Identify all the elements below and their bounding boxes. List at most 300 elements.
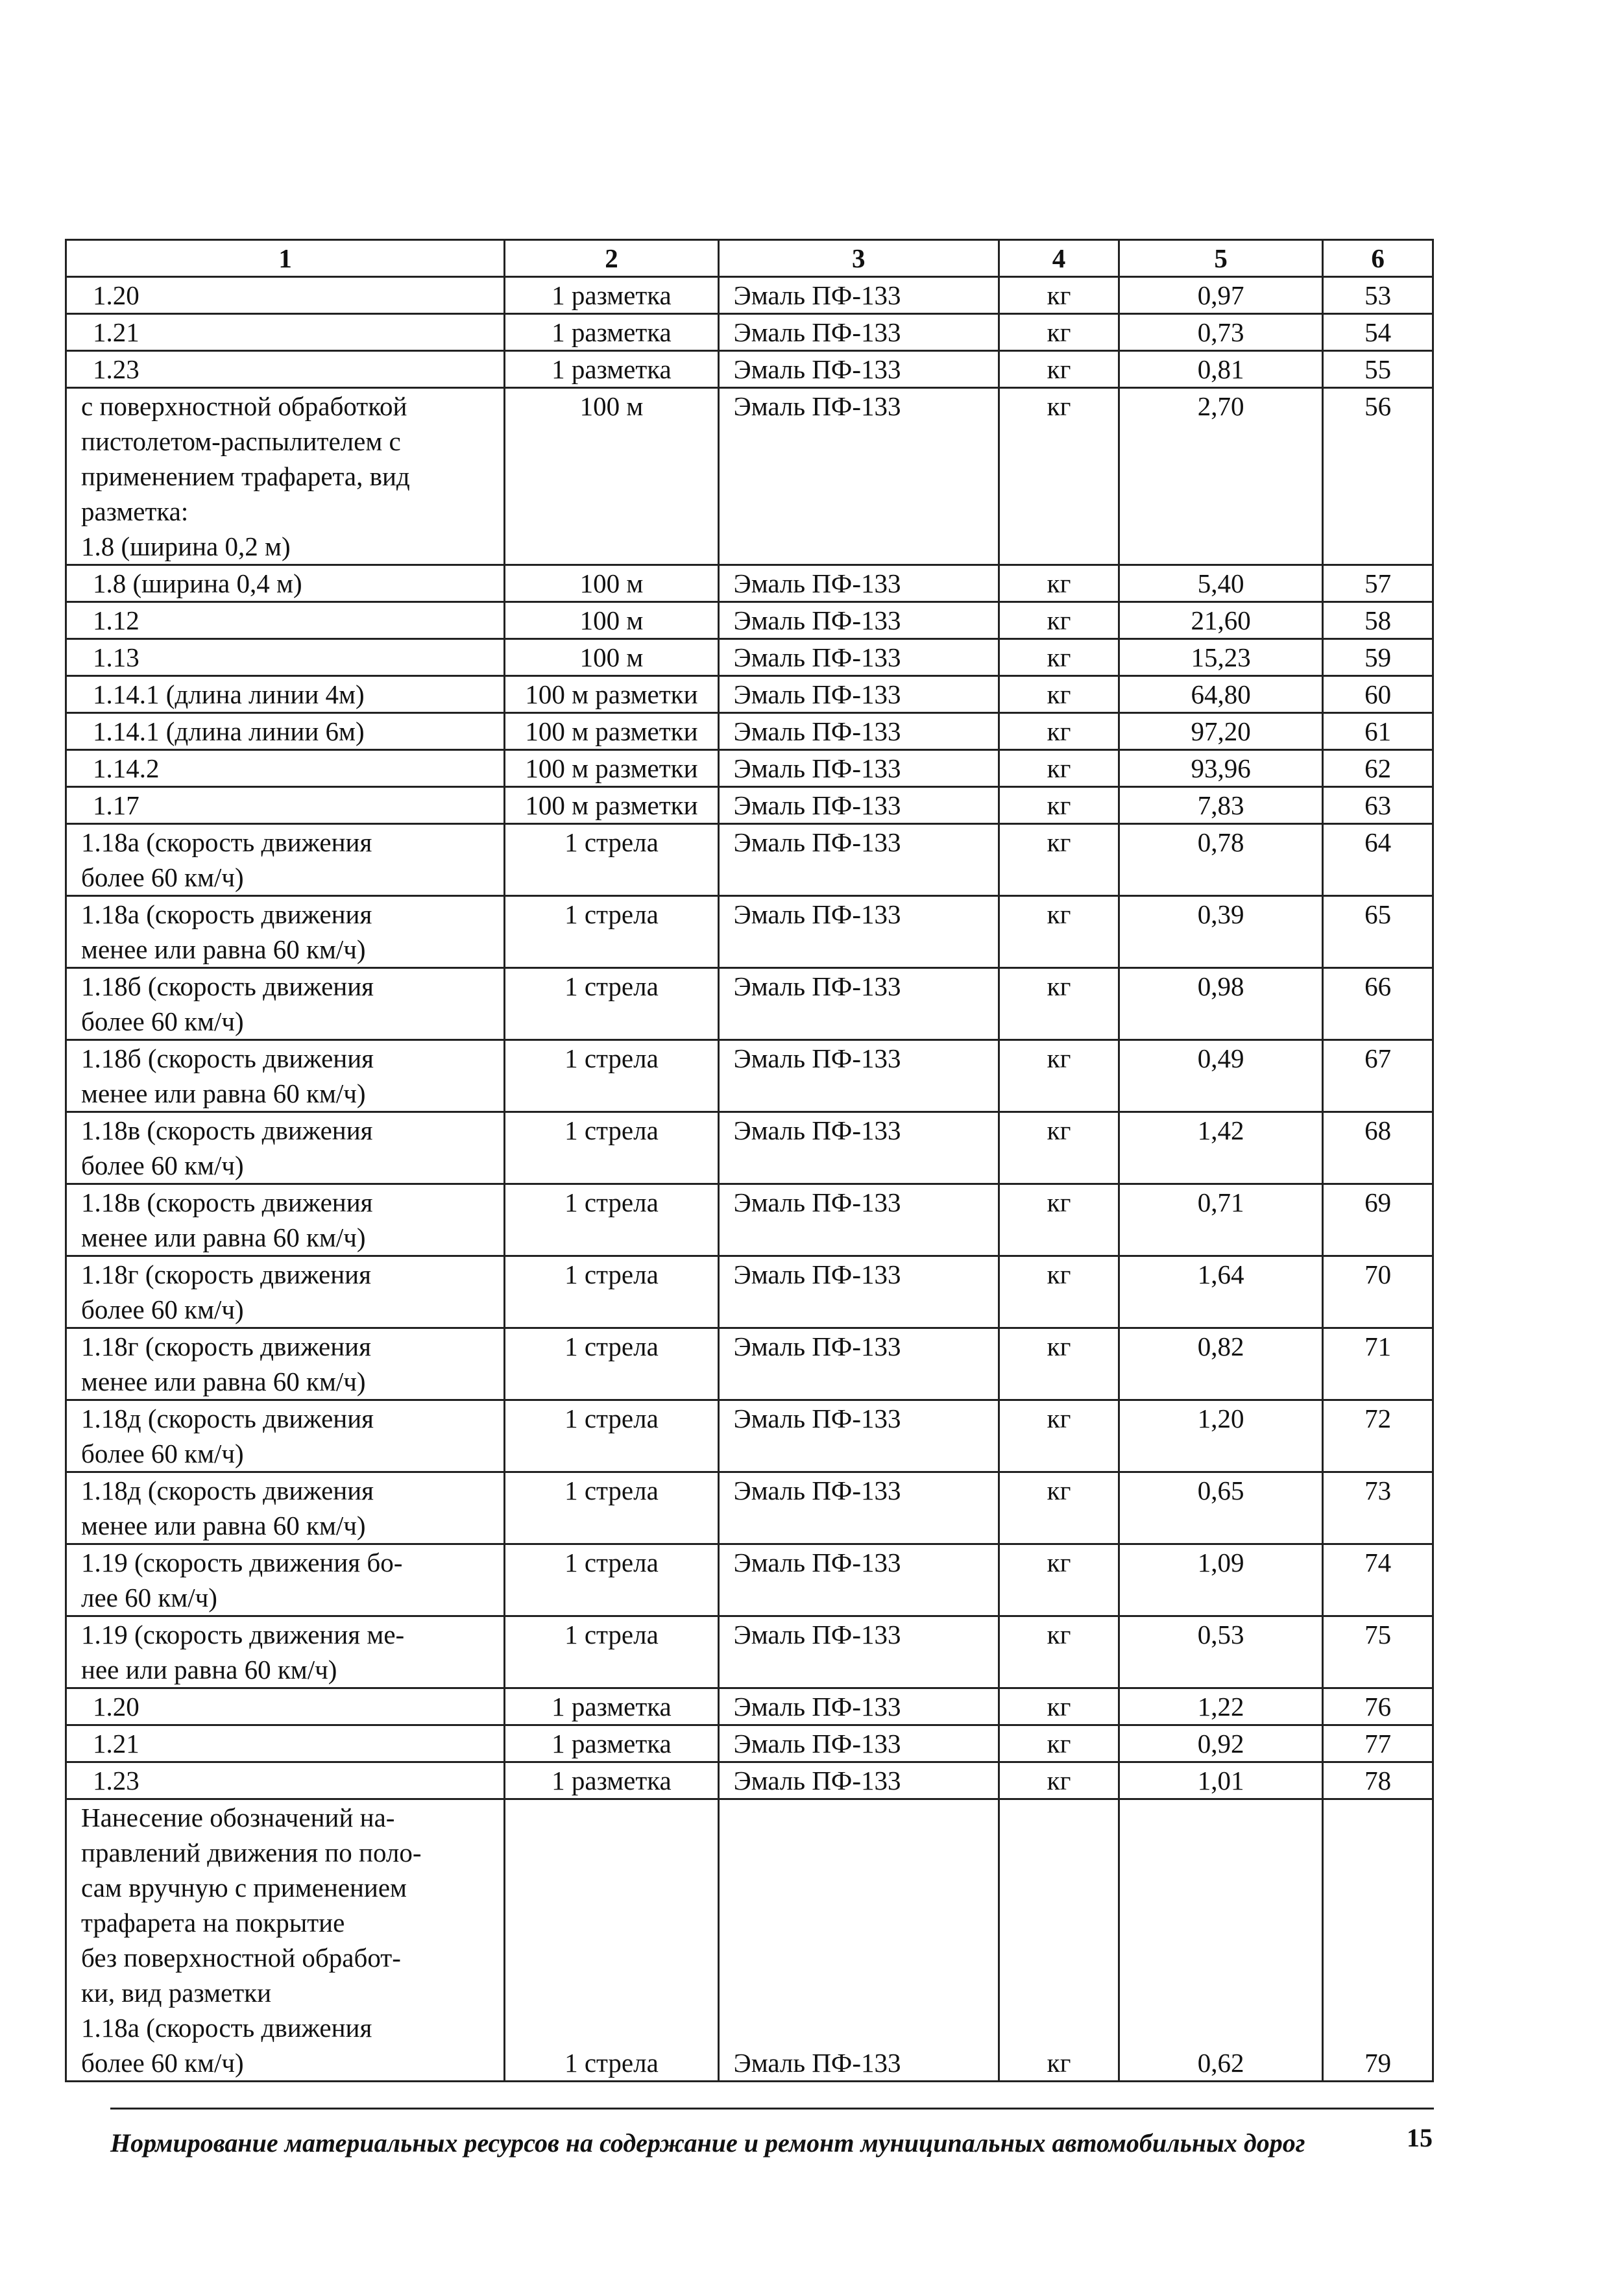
table-cell-col-3 (718, 1616, 999, 1688)
header-cell: 3 (718, 240, 999, 277)
table-cell-col-4 (999, 1544, 1119, 1616)
cell-text: 71 (1364, 1331, 1392, 1361)
cell-text: 74 (1364, 1548, 1392, 1577)
table-cell-col-6 (1323, 1256, 1433, 1328)
table-cell-col-1 (66, 314, 505, 351)
table-cell-col-2 (505, 1544, 718, 1616)
cell-text: 0,98 (1197, 971, 1244, 1001)
table-row (66, 1400, 1433, 1472)
table-cell-col-5 (1119, 1799, 1323, 2082)
table-cell-col-3 (718, 351, 999, 388)
table-cell-col-2 (505, 1184, 718, 1256)
cell-text: 1,22 (1197, 1692, 1244, 1721)
table-cell-col-2 (505, 639, 718, 676)
cell-text-line: менее или равна 60 км/ч) (81, 1367, 366, 1396)
cell-text-line: 1.18б (скорость движения (81, 971, 374, 1001)
table-cell-col-6 (1323, 750, 1433, 787)
cell-text: кг (1047, 280, 1071, 310)
cell-text: кг (1047, 716, 1071, 746)
cell-text-line: лее 60 км/ч) (81, 1583, 217, 1612)
cell-text: 1,01 (1197, 1766, 1244, 1795)
table-cell-col-2 (505, 1400, 718, 1472)
cell-text-line: сам вручную с применением (81, 1873, 407, 1903)
cell-text: Эмаль ПФ-133 (733, 1729, 901, 1758)
cell-text: Эмаль ПФ-133 (733, 1187, 901, 1217)
cell-text-line: 1.18г (скорость движения (81, 1331, 371, 1361)
cell-text: 67 (1364, 1043, 1392, 1073)
table-row (66, 1472, 1433, 1544)
table-cell-col-6 (1323, 565, 1433, 602)
cell-text: 68 (1364, 1115, 1392, 1145)
cell-text: 1 разметка (551, 280, 672, 310)
table-row (66, 314, 1433, 351)
cell-text: кг (1047, 317, 1071, 347)
table-cell-col-3 (718, 1112, 999, 1184)
cell-text: кг (1047, 971, 1071, 1001)
table-row (66, 824, 1433, 896)
table-cell-col-4 (999, 1184, 1119, 1256)
cell-text: кг (1047, 1692, 1071, 1721)
table-cell-col-6 (1323, 1184, 1433, 1256)
table-cell-col-5 (1119, 1184, 1323, 1256)
table-cell-col-6 (1323, 787, 1433, 824)
cell-text: 0,92 (1197, 1729, 1244, 1758)
cell-text: Эмаль ПФ-133 (733, 354, 901, 384)
table-cell-col-4 (999, 1688, 1119, 1725)
table-cell-col-4 (999, 713, 1119, 750)
table-cell-col-3 (718, 676, 999, 713)
table-cell-col-6 (1323, 1616, 1433, 1688)
cell-text: 1,20 (1197, 1404, 1244, 1433)
cell-text: Эмаль ПФ-133 (733, 317, 901, 347)
table-cell-col-4 (999, 1400, 1119, 1472)
table-cell-col-3 (718, 968, 999, 1040)
cell-text: кг (1047, 827, 1071, 857)
table-cell-col-3 (718, 1328, 999, 1400)
table-cell-col-4 (999, 968, 1119, 1040)
table-cell-col-3 (718, 1040, 999, 1112)
table-row (66, 1762, 1433, 1799)
cell-text: кг (1047, 1043, 1071, 1073)
table-cell-col-2 (505, 750, 718, 787)
cell-text-line: с поверхностной обработкой пистолетом-распылителем с применением трафарета, вид разметка: (81, 391, 410, 526)
cell-text: Эмаль ПФ-133 (733, 391, 901, 421)
cell-text: 54 (1364, 317, 1392, 347)
table-cell-col-2 (505, 1616, 718, 1688)
cell-text-line: менее или равна 60 км/ч) (81, 934, 366, 964)
cell-text: Эмаль ПФ-133 (733, 605, 901, 635)
table-row (66, 639, 1433, 676)
table-cell-col-6 (1323, 388, 1433, 565)
cell-text: 0,65 (1197, 1476, 1244, 1505)
cell-text: 1 разметка (551, 354, 672, 384)
cell-text: 2,70 (1197, 391, 1244, 421)
table-row (66, 1112, 1433, 1184)
table-cell-col-4 (999, 676, 1119, 713)
cell-text: 0,49 (1197, 1043, 1244, 1073)
cell-text: 1 стрела (564, 1043, 659, 1073)
table-row (66, 713, 1433, 750)
table-cell-col-3 (718, 565, 999, 602)
norms-table (65, 239, 1434, 2082)
table-cell-col-2 (505, 1112, 718, 1184)
table-cell-col-1 (66, 1184, 505, 1256)
cell-text: 7,83 (1197, 790, 1244, 820)
table-cell-col-6 (1323, 1799, 1433, 2082)
table-cell-col-3 (718, 1400, 999, 1472)
cell-text: Эмаль ПФ-133 (733, 827, 901, 857)
cell-text-line: 1.8 (ширина 0,2 м) (81, 531, 291, 561)
table-cell-col-2 (505, 968, 718, 1040)
table-cell-col-1 (66, 1472, 505, 1544)
table-cell-col-2 (505, 1256, 718, 1328)
table-cell-col-6 (1323, 676, 1433, 713)
table-cell-col-4 (999, 565, 1119, 602)
cell-text: кг (1047, 2048, 1071, 2078)
cell-text: кг (1047, 1548, 1071, 1577)
cell-text: 0,39 (1197, 899, 1244, 929)
table-cell-col-4 (999, 1472, 1119, 1544)
table-cell-col-4 (999, 639, 1119, 676)
table-cell-col-4 (999, 602, 1119, 639)
table-cell-col-1 (66, 639, 505, 676)
footer-title: Нормирование материальных ресурсов на содержание и ремонт муниципальных автомобильных дорог (110, 2128, 1305, 2158)
header-cell: 5 (1119, 240, 1323, 277)
table-cell-col-1 (66, 1616, 505, 1688)
cell-text: Эмаль ПФ-133 (733, 1548, 901, 1577)
cell-text: 59 (1364, 642, 1392, 672)
table-row (66, 1688, 1433, 1725)
table-cell-col-6 (1323, 314, 1433, 351)
table-cell-col-1 (66, 565, 505, 602)
cell-text: 1 стрела (564, 1476, 659, 1505)
cell-text: 100 м (579, 391, 644, 421)
cell-text: 100 м разметки (525, 679, 698, 709)
table-cell-col-5 (1119, 1400, 1323, 1472)
table-cell-col-1 (66, 602, 505, 639)
cell-text: 56 (1364, 391, 1392, 421)
table-cell-col-2 (505, 1725, 718, 1762)
cell-text-line: более 60 км/ч) (81, 1006, 244, 1036)
table-cell-col-4 (999, 1762, 1119, 1799)
cell-text: Эмаль ПФ-133 (733, 1692, 901, 1721)
table-cell-col-5 (1119, 750, 1323, 787)
cell-text: кг (1047, 1259, 1071, 1289)
table-cell-col-3 (718, 1184, 999, 1256)
cell-text: Эмаль ПФ-133 (733, 568, 901, 598)
cell-text: 1 разметка (551, 317, 672, 347)
cell-text: 1 стрела (564, 827, 659, 857)
cell-text: 21,60 (1191, 605, 1251, 635)
table-cell-col-3 (718, 1762, 999, 1799)
cell-text-line: ки, вид разметки (81, 1978, 272, 2008)
cell-text-line: более 60 км/ч) (81, 1439, 244, 1468)
table-cell-col-3 (718, 1688, 999, 1725)
table-cell-col-2 (505, 676, 718, 713)
table-cell-col-4 (999, 1328, 1119, 1400)
table-row (66, 787, 1433, 824)
cell-text: Эмаль ПФ-133 (733, 899, 901, 929)
table-cell-col-4 (999, 787, 1119, 824)
table-cell-col-2 (505, 314, 718, 351)
cell-text: Эмаль ПФ-133 (733, 1620, 901, 1649)
cell-text: 97,20 (1191, 716, 1251, 746)
cell-text: 0,97 (1197, 280, 1244, 310)
table-cell-col-4 (999, 1725, 1119, 1762)
table-cell-col-6 (1323, 1544, 1433, 1616)
table-cell-col-5 (1119, 314, 1323, 351)
cell-text: кг (1047, 1766, 1071, 1795)
cell-text: 75 (1364, 1620, 1392, 1649)
table-cell-col-5 (1119, 1256, 1323, 1328)
table-row (66, 1616, 1433, 1688)
cell-text-line: 1.18а (скорость движения (81, 827, 372, 857)
table-cell-col-1 (66, 750, 505, 787)
cell-text: кг (1047, 605, 1071, 635)
cell-text: 1,42 (1197, 1115, 1244, 1145)
cell-text: кг (1047, 753, 1071, 783)
cell-text: 1.23 (93, 354, 139, 384)
cell-text: 60 (1364, 679, 1392, 709)
page-number: 15 (1407, 2123, 1433, 2152)
cell-text: 1.14.2 (93, 753, 160, 783)
table-cell-col-6 (1323, 968, 1433, 1040)
cell-text: 1.17 (93, 790, 139, 820)
table-cell-col-4 (999, 1616, 1119, 1688)
table-cell-col-5 (1119, 351, 1323, 388)
table-cell-col-4 (999, 1799, 1119, 2082)
cell-text: 1 стрела (564, 1620, 659, 1649)
table-cell-col-3 (718, 1472, 999, 1544)
table-cell-col-6 (1323, 639, 1433, 676)
cell-text-line: менее или равна 60 км/ч) (81, 1222, 366, 1252)
table-cell-col-5 (1119, 1616, 1323, 1688)
table-cell-col-6 (1323, 1328, 1433, 1400)
cell-text: Эмаль ПФ-133 (733, 790, 901, 820)
cell-text-line: 1.19 (скорость движения бо- (81, 1548, 403, 1577)
header-cell: 1 (66, 240, 505, 277)
table-cell-col-6 (1323, 1040, 1433, 1112)
table-cell-col-1 (66, 1040, 505, 1112)
cell-text: 1 стрела (564, 1115, 659, 1145)
cell-text-line: 1.18а (скорость движения (81, 2013, 372, 2043)
cell-text: 0,62 (1197, 2048, 1244, 2078)
table-cell-col-2 (505, 1040, 718, 1112)
cell-text: 0,73 (1197, 317, 1244, 347)
cell-text: 1 стрела (564, 899, 659, 929)
table-cell-col-4 (999, 277, 1119, 314)
cell-text-line: более 60 км/ч) (81, 862, 244, 892)
cell-text: 1 стрела (564, 1331, 659, 1361)
table-cell-col-1 (66, 277, 505, 314)
cell-text-line: нее или равна 60 км/ч) (81, 1655, 337, 1684)
table-row (66, 896, 1433, 968)
table-cell-col-1 (66, 388, 505, 565)
cell-text: 1,09 (1197, 1548, 1244, 1577)
cell-text: 1,64 (1197, 1259, 1244, 1289)
cell-text: 100 м (579, 605, 644, 635)
cell-text: 65 (1364, 899, 1392, 929)
cell-text: 57 (1364, 568, 1392, 598)
table-cell-col-1 (66, 1688, 505, 1725)
table-cell-col-3 (718, 824, 999, 896)
table-cell-col-1 (66, 1328, 505, 1400)
cell-text: кг (1047, 1187, 1071, 1217)
table-cell-col-1 (66, 1799, 505, 2082)
table-row (66, 676, 1433, 713)
table-cell-col-5 (1119, 388, 1323, 565)
table-cell-col-5 (1119, 1112, 1323, 1184)
table-cell-col-1 (66, 713, 505, 750)
table-row (66, 1328, 1433, 1400)
table-row (66, 1799, 1433, 2082)
table-cell-col-5 (1119, 1040, 1323, 1112)
table-row (66, 750, 1433, 787)
table-cell-col-1 (66, 676, 505, 713)
table-cell-col-5 (1119, 602, 1323, 639)
cell-text-line: правлений движения по поло- (81, 1838, 422, 1867)
table-cell-col-6 (1323, 1688, 1433, 1725)
table-cell-col-5 (1119, 1472, 1323, 1544)
table-cell-col-2 (505, 565, 718, 602)
table-cell-col-1 (66, 351, 505, 388)
table-cell-col-6 (1323, 1112, 1433, 1184)
table-cell-col-1 (66, 896, 505, 968)
cell-text: 100 м (579, 642, 644, 672)
table-cell-col-5 (1119, 896, 1323, 968)
table-cell-col-6 (1323, 713, 1433, 750)
cell-text-line: 1.18д (скорость движения (81, 1404, 374, 1433)
cell-text: 62 (1364, 753, 1392, 783)
table-cell-col-5 (1119, 676, 1323, 713)
table-cell-col-3 (718, 1544, 999, 1616)
cell-text: кг (1047, 679, 1071, 709)
table-cell-col-4 (999, 750, 1119, 787)
table-cell-col-1 (66, 824, 505, 896)
cell-text: кг (1047, 790, 1071, 820)
cell-text: Эмаль ПФ-133 (733, 642, 901, 672)
cell-text-line: 1.18в (скорость движения (81, 1115, 373, 1145)
cell-text: кг (1047, 1404, 1071, 1433)
cell-text: Эмаль ПФ-133 (733, 971, 901, 1001)
cell-text: Эмаль ПФ-133 (733, 716, 901, 746)
table-cell-col-5 (1119, 1544, 1323, 1616)
table-cell-col-1 (66, 1544, 505, 1616)
cell-text-line: менее или равна 60 км/ч) (81, 1511, 366, 1540)
table-cell-col-5 (1119, 1762, 1323, 1799)
table-cell-col-3 (718, 1725, 999, 1762)
table-cell-col-1 (66, 1762, 505, 1799)
cell-text-line: 1.18г (скорость движения (81, 1259, 371, 1289)
table-cell-col-6 (1323, 1400, 1433, 1472)
table-cell-col-1 (66, 1256, 505, 1328)
cell-text: 1.14.1 (длина линии 6м) (93, 716, 365, 746)
table-cell-col-5 (1119, 1688, 1323, 1725)
cell-text: 1.20 (93, 280, 139, 310)
cell-text: 1 разметка (551, 1766, 672, 1795)
table-cell-col-4 (999, 896, 1119, 968)
table-cell-col-2 (505, 277, 718, 314)
cell-text: 79 (1364, 2048, 1392, 2078)
table-cell-col-3 (718, 277, 999, 314)
cell-text: 100 м (579, 568, 644, 598)
cell-text: Эмаль ПФ-133 (733, 2048, 901, 2078)
cell-text: Эмаль ПФ-133 (733, 1476, 901, 1505)
table-row (66, 351, 1433, 388)
cell-text: 100 м разметки (525, 753, 698, 783)
table-cell-col-3 (718, 896, 999, 968)
cell-text: 100 м разметки (525, 790, 698, 820)
table-cell-col-1 (66, 968, 505, 1040)
cell-text: Эмаль ПФ-133 (733, 1115, 901, 1145)
cell-text-line: 1.18в (скорость движения (81, 1187, 373, 1217)
table-cell-col-6 (1323, 896, 1433, 968)
table-cell-col-5 (1119, 1328, 1323, 1400)
cell-text: 66 (1364, 971, 1392, 1001)
cell-text-line: 1.18д (скорость движения (81, 1476, 374, 1505)
header-cell: 4 (999, 240, 1119, 277)
table-cell-col-5 (1119, 565, 1323, 602)
cell-text: кг (1047, 391, 1071, 421)
cell-text: Эмаль ПФ-133 (733, 1259, 901, 1289)
cell-text: 1 стрела (564, 971, 659, 1001)
cell-text: 1 стрела (564, 2048, 659, 2078)
cell-text-line: более 60 км/ч) (81, 2048, 244, 2078)
cell-text: Эмаль ПФ-133 (733, 280, 901, 310)
table-cell-col-5 (1119, 824, 1323, 896)
table-cell-col-5 (1119, 277, 1323, 314)
table-cell-col-4 (999, 1040, 1119, 1112)
table-cell-col-2 (505, 713, 718, 750)
cell-text: 1.21 (93, 317, 139, 347)
table-cell-col-1 (66, 1725, 505, 1762)
table-cell-col-2 (505, 1328, 718, 1400)
table-row (66, 1725, 1433, 1762)
table-cell-col-6 (1323, 277, 1433, 314)
table-cell-col-6 (1323, 602, 1433, 639)
cell-text-line: 1.18а (скорость движения (81, 899, 372, 929)
cell-text: 1.23 (93, 1766, 139, 1795)
cell-text: 64 (1364, 827, 1392, 857)
table-row (66, 1040, 1433, 1112)
cell-text: 1 разметка (551, 1692, 672, 1721)
cell-text: кг (1047, 1115, 1071, 1145)
cell-text: Эмаль ПФ-133 (733, 1331, 901, 1361)
table-row (66, 388, 1433, 565)
table-row (66, 277, 1433, 314)
cell-text: 1 стрела (564, 1548, 659, 1577)
table-cell-col-3 (718, 750, 999, 787)
cell-text: 1 стрела (564, 1259, 659, 1289)
table-row (66, 1184, 1433, 1256)
table-cell-col-4 (999, 314, 1119, 351)
table-cell-col-5 (1119, 968, 1323, 1040)
table-cell-col-4 (999, 388, 1119, 565)
table-cell-col-3 (718, 1799, 999, 2082)
cell-text: 78 (1364, 1766, 1392, 1795)
table-row (66, 1256, 1433, 1328)
cell-text: Эмаль ПФ-133 (733, 679, 901, 709)
cell-text: 1.12 (93, 605, 139, 635)
table-cell-col-2 (505, 1799, 718, 2082)
table-cell-col-4 (999, 1256, 1119, 1328)
table-cell-col-4 (999, 1112, 1119, 1184)
cell-text: 73 (1364, 1476, 1392, 1505)
cell-text: 0,53 (1197, 1620, 1244, 1649)
cell-text-line: Нанесение обозначений на- (81, 1803, 395, 1832)
cell-text: 1.20 (93, 1692, 139, 1721)
table-cell-col-3 (718, 388, 999, 565)
